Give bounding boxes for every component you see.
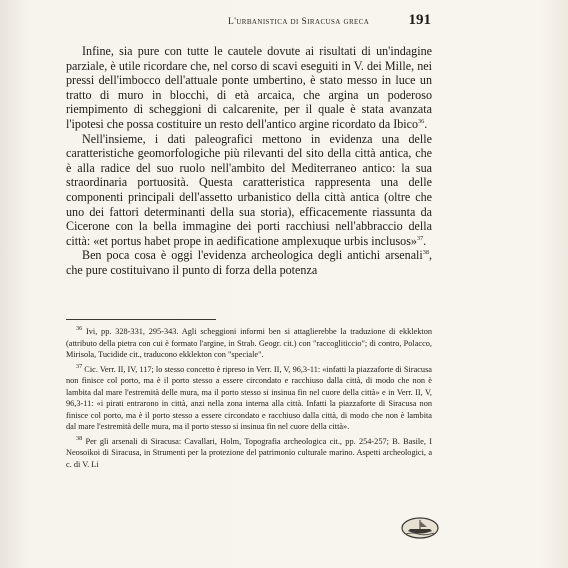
footnote-37: [66, 364, 432, 433]
paragraph-3: [66, 248, 432, 277]
ship-emblem-icon: [400, 516, 440, 540]
paragraph-1-text: Infine, sia pure con tutte le cautele dovute ai risultati di un'indagine parziale, è utile ricordare che, nel corso di scavi eseguiti in V. dei Mille, nei pressi dell'imbocco dell'attuale ponte umbertino, è stato messo in luce un tratto di muro in blocchi, di età arcaica, che argina un poderoso riempimento di scheggioni di calcarenite, per il quale è stata avanzata l'ipotesi che possa costituire un resto dell'antico argine ricordato da Ibico: [66, 44, 432, 131]
paragraph-2: Nell'insieme, i dati paleografici mettono in evidenza una delle caratteristiche geomorfologiche più rilevanti del sito della città antica, che è alla radice del suo ruolo nell'ambito del Mediterraneo antico: la sua straordinaria portuosità. Questa caratteristica rappresenta una delle componenti principali dell'assetto urbanistico della città antica (oltre che uno dei fattori determinanti della sua storia), efficacemente riassunta da Cicerone con la bella immagine dei porti racchiusi nell'abbraccio della città: «et portus habet prope in aedificatione amplexuque urbis inclusos»$^{37}$.: [66, 131, 432, 248]
paragraph-3-text-b: , che pure costituivano il punto di forza della potenza: [66, 248, 432, 277]
note-ref-37: 37: [416, 234, 424, 242]
footnote-text: Ivi, pp. 328-331, 295-343. Agli scheggioni informi ben si attaglierebbe la traduzione di ekklekton (attributo della pietra con cui è formato l'argine, in Strab. Geogr. cit.) con "raccogliticcio"; di contro, Polacco, Mirisola, Tucidide cit., traducono ekklekton con "speciale".: [66, 327, 432, 359]
paragraph-2-text: Nell'insieme, i dati paleografici mettono in evidenza una delle caratteristiche geomorfologiche più rilevanti del sito della città antica, che è alla radice del suo ruolo nell'ambito del Mediterraneo antico: la sua straordinaria portuosità. Questa caratteristica rappresenta una delle componenti principali dell'assetto urbanistico della città antica (oltre che uno dei fattori determinanti della sua storia), efficacemente riassunta da Cicerone con la bella immagine dei porti racchiusi nell'abbraccio della città: «et portus habet prope in aedificatione amplexuque urbis inclusos»: [66, 131, 432, 248]
paragraph-3-text-a: Ben poca cosa è oggi l'evidenza archeologica degli antichi arsenali: [82, 248, 423, 263]
footnote-text: Per gli arsenali di Siracusa: Cavallari, Holm, Topografia archeologica cit., pp. 254-257; B. Basile, I Neosoikoi di Siracusa, in Strumenti per la protezione del patrimonio culturale marino. Aspetti archeologici, a c. di V. Li: [66, 436, 432, 469]
footnotes: [66, 326, 432, 473]
footnote-text: Cic. Verr. II, IV, 117; lo stesso concetto è ripreso in Verr. II, V, 96,3-11: «infatti la piazzaforte di Siracusa non finisce col porto, ma è il porto stesso a essere circondato e racchiuso dalla città, di modo che non è lambita dal mare l'estremità delle mura, ma il porto stesso si insinua fin nel cuore della città» e in Verr. II, V, 96,3-11: «i pirati entrarono in città, anzi nella zona interna alla città. Infatti la piazzaforte di Siracusa non finisce col porto, ma è il porto stesso a essere circondato e racchiuso dalla città, di modo che non è lambita dal mare l'estremità delle mura, ma il porto stesso si insinua fin nel cuore della città».: [66, 364, 432, 431]
note-ref-36: 36: [418, 117, 425, 125]
running-header: L'urbanistica di Siracusa greca: [228, 17, 370, 27]
footnote-number: 37: [76, 362, 83, 370]
footnote-36: [66, 326, 432, 361]
main-text: [66, 44, 432, 278]
footnote-38: [66, 436, 432, 471]
note-ref-38: 38: [422, 249, 429, 257]
page-number: 191: [408, 12, 431, 28]
footnote-number: 38: [76, 434, 83, 442]
footnote-number: 36: [76, 325, 83, 333]
footnote-separator: [66, 319, 216, 320]
paragraph-1: Infine, sia pure con tutte le cautele dovute ai risultati di un'indagine parziale, è utile ricordare che, nel corso di scavi eseguiti in V. dei Mille, nei pressi dell'imbocco dell'attuale ponte umbertino, è stato messo in luce un tratto di muro in blocchi, di età arcaica, che argina un poderoso riempimento di scheggioni di calcarenite, per il quale è stata avanzata l'ipotesi che possa costituire un resto dell'antico argine ricordato da Ibico$^{36}$.: [66, 44, 432, 131]
